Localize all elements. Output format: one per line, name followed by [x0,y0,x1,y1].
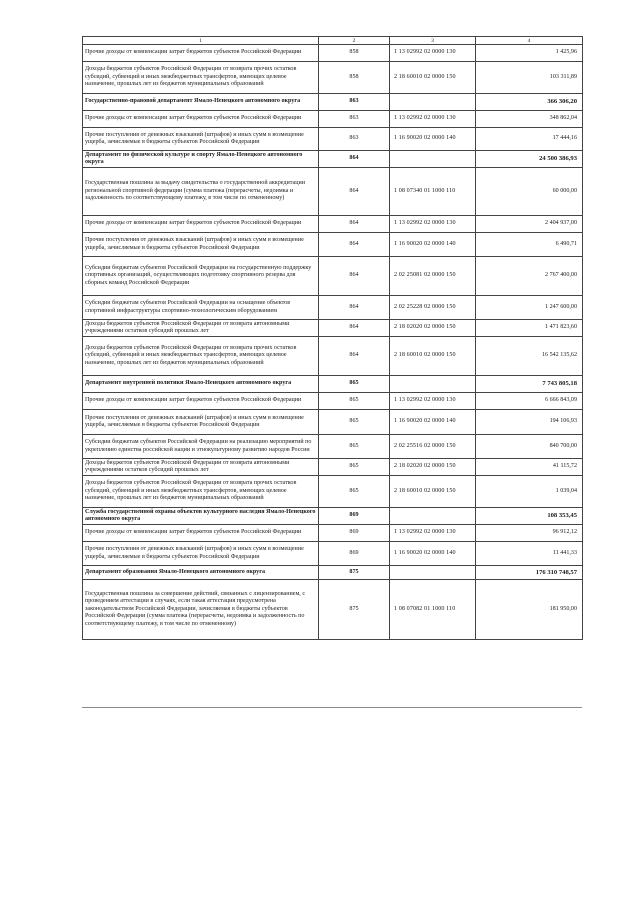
row-budget-class-code: 2 02 25516 02 0000 150 [390,435,476,459]
row-admin-code: 869 [319,525,390,542]
row-description: Служба государственной охраны объектов культурного наследия Ямало-Ненецкого автономного округа [83,508,319,525]
row-description: Прочие доходы от компенсации затрат бюджетов субъектов Российской Федерации [83,45,319,62]
row-budget-class-code: 2 02 25228 02 0000 150 [390,296,476,320]
row-admin-code: 864 [319,337,390,376]
row-budget-class-code: 1 16 90020 02 0000 140 [390,410,476,435]
row-amount: 840 700,00 [476,435,583,459]
row-amount: 96 912,12 [476,525,583,542]
row-budget-class-code: 1 08 07082 01 1000 110 [390,580,476,640]
row-amount: 103 311,89 [476,62,583,94]
revenue-row [83,410,583,435]
row-description: Доходы бюджетов субъектов Российской Федерации от возврата автономными учреждениями остатков субсидий прошлых лет [83,320,319,337]
row-amount: 7 743 805,18 [476,376,583,393]
row-amount: 6 490,71 [476,233,583,257]
revenue-row [83,233,583,257]
row-budget-class-code: 1 13 02992 02 0000 130 [390,45,476,62]
row-description: Прочие доходы от компенсации затрат бюджетов субъектов Российской Федерации [83,393,319,410]
revenue-row [83,525,583,542]
row-budget-class-code [390,566,476,580]
row-amount: 108 353,45 [476,508,583,525]
row-admin-code: 875 [319,566,390,580]
revenue-row [83,128,583,151]
row-description: Прочие доходы от компенсации затрат бюджетов субъектов Российской Федерации [83,216,319,233]
row-admin-code: 858 [319,62,390,94]
row-admin-code: 875 [319,580,390,640]
revenue-table-body [83,37,583,640]
row-description: Государственная пошлина за выдачу свидетельства о государственной аккредитации региональной спортивной федерации (сумма платежа (перерасчеты, недоимка и задолженность по соответствующему платежу, в том числе по отмененному) [83,168,319,216]
column-number-2: 2 [319,37,390,45]
department-total-row [83,151,583,168]
revenue-row [83,476,583,508]
row-budget-class-code: 1 13 02992 02 0000 130 [390,111,476,128]
row-admin-code: 865 [319,476,390,508]
row-amount: 2 767 400,00 [476,257,583,296]
row-admin-code: 858 [319,45,390,62]
page-bottom-rule [82,707,582,708]
row-budget-class-code: 2 18 02020 02 0000 150 [390,320,476,337]
row-admin-code: 865 [319,376,390,393]
revenue-row [83,296,583,320]
row-description: Прочие поступления от денежных взысканий (штрафов) и иных сумм в возмещение ущерба, зачисляемые в бюджеты субъектов Российской Федерации [83,128,319,151]
row-amount: 1 425,96 [476,45,583,62]
row-budget-class-code: 2 18 02020 02 0000 150 [390,459,476,476]
revenue-row [83,580,583,640]
row-budget-class-code: 1 16 90020 02 0000 140 [390,233,476,257]
row-admin-code: 863 [319,94,390,111]
department-total-row [83,566,583,580]
row-admin-code: 865 [319,393,390,410]
row-amount: 2 404 937,00 [476,216,583,233]
row-budget-class-code: 2 02 25081 02 0000 150 [390,257,476,296]
row-budget-class-code: 2 18 60010 02 0000 150 [390,62,476,94]
row-description: Департамент по физической культуре и спорту Ямало-Ненецкого автономного округа [83,151,319,168]
row-description: Субсидии бюджетам субъектов Российской Федерации на государственную поддержку спортивных организаций, осуществляющих подготовку спортивного резерва для сборных команд Российской Федерации [83,257,319,296]
row-description: Департамент внутренней политики Ямало-Ненецкого автономного округа [83,376,319,393]
revenue-row [83,337,583,376]
row-admin-code: 864 [319,233,390,257]
row-description: Доходы бюджетов субъектов Российской Федерации от возврата прочих остатков субсидий, субвенций и иных межбюджетных трансфертов, имеющих целевое назначение, прошлых лет из бюджетов муниципальных образований [83,476,319,508]
row-budget-class-code: 1 08 07340 01 1000 110 [390,168,476,216]
row-description: Прочие поступления от денежных взысканий (штрафов) и иных сумм в возмещение ущерба, зачисляемые в бюджеты субъектов Российской Федерации [83,410,319,435]
column-number-3: 3 [390,37,476,45]
row-description: Прочие доходы от компенсации затрат бюджетов субъектов Российской Федерации [83,111,319,128]
row-budget-class-code: 1 16 90020 02 0000 140 [390,128,476,151]
row-admin-code: 864 [319,320,390,337]
row-admin-code: 869 [319,508,390,525]
department-total-row [83,376,583,393]
row-amount: 181 950,00 [476,580,583,640]
department-total-row [83,508,583,525]
row-description: Государственно-правовой департамент Ямало-Ненецкого автономного округа [83,94,319,111]
row-description: Субсидии бюджетам субъектов Российской Федерации на оснащение объектов спортивной инфраструктуры спортивно-технологическим оборудованием [83,296,319,320]
revenue-row [83,257,583,296]
revenue-row [83,168,583,216]
row-amount: 17 444,16 [476,128,583,151]
revenue-row [83,459,583,476]
row-admin-code: 863 [319,128,390,151]
row-amount: 194 106,93 [476,410,583,435]
row-amount: 176 310 748,57 [476,566,583,580]
row-budget-class-code: 1 13 02992 02 0000 130 [390,525,476,542]
row-admin-code: 864 [319,168,390,216]
row-description: Государственная пошлина за совершение действий, связанных с лицензированием, с проведением аттестации в случаях, если такая аттестация предусмотрена законодательством Российской Федерации, зачисляемая в бюджеты субъектов Российской Федерации (сумма платежа (перерасчеты, недоимка и задолженность по соответствующему платежу, в том числе по отмененному) [83,580,319,640]
row-description: Прочие поступления от денежных взысканий (штрафов) и иных сумм в возмещение ущерба, зачисляемые в бюджеты субъектов Российской Федерации [83,542,319,566]
row-amount: 1 247 600,00 [476,296,583,320]
row-description: Департамент образования Ямало-Ненецкого автономного округа [83,566,319,580]
row-amount: 1 471 823,60 [476,320,583,337]
row-amount: 6 666 843,09 [476,393,583,410]
row-description: Доходы бюджетов субъектов Российской Федерации от возврата прочих остатков субсидий, субвенций и иных межбюджетных трансфертов, имеющих целевое назначение, прошлых лет из бюджетов муниципальных образований [83,337,319,376]
row-admin-code: 865 [319,435,390,459]
revenue-table [82,36,583,640]
revenue-row [83,62,583,94]
revenue-row [83,435,583,459]
row-budget-class-code: 1 16 90020 02 0000 140 [390,542,476,566]
row-description: Доходы бюджетов субъектов Российской Федерации от возврата прочих остатков субсидий, субвенций и иных межбюджетных трансфертов, имеющих целевое назначение, прошлых лет из бюджетов муниципальных образований [83,62,319,94]
row-description: Прочие поступления от денежных взысканий (штрафов) и иных сумм в возмещение ущерба, зачисляемые в бюджеты субъектов Российской Федерации [83,233,319,257]
row-budget-class-code: 2 18 60010 02 0000 150 [390,476,476,508]
row-admin-code: 863 [319,111,390,128]
row-amount: 16 542 135,62 [476,337,583,376]
row-budget-class-code [390,151,476,168]
column-number-4: 4 [476,37,583,45]
row-amount: 60 000,00 [476,168,583,216]
revenue-row [83,320,583,337]
column-number-1: 1 [83,37,319,45]
row-admin-code: 869 [319,542,390,566]
row-budget-class-code: 1 13 02992 02 0000 130 [390,216,476,233]
department-total-row [83,94,583,111]
revenue-row [83,393,583,410]
row-budget-class-code [390,376,476,393]
row-budget-class-code [390,508,476,525]
row-admin-code: 864 [319,296,390,320]
revenue-row [83,45,583,62]
revenue-row [83,542,583,566]
row-amount: 24 500 386,93 [476,151,583,168]
row-budget-class-code [390,94,476,111]
row-admin-code: 865 [319,410,390,435]
row-budget-class-code: 1 13 02992 02 0000 130 [390,393,476,410]
row-admin-code: 864 [319,151,390,168]
row-description: Прочие доходы от компенсации затрат бюджетов субъектов Российской Федерации [83,525,319,542]
row-admin-code: 864 [319,216,390,233]
row-amount: 348 862,04 [476,111,583,128]
row-description: Доходы бюджетов субъектов Российской Федерации от возврата автономными учреждениями остатков субсидий прошлых лет [83,459,319,476]
revenue-row [83,111,583,128]
row-amount: 11 441,33 [476,542,583,566]
row-description: Субсидии бюджетам субъектов Российской Федерации на реализацию мероприятий по укреплению единства российской нации и этнокультурному развитию народов России [83,435,319,459]
row-amount: 41 115,72 [476,459,583,476]
row-amount: 366 306,20 [476,94,583,111]
row-admin-code: 864 [319,257,390,296]
revenue-row [83,216,583,233]
report-sheet [82,36,582,640]
row-amount: 1 039,04 [476,476,583,508]
row-budget-class-code: 2 18 60010 02 0000 150 [390,337,476,376]
row-admin-code: 865 [319,459,390,476]
column-number-row [83,37,583,45]
